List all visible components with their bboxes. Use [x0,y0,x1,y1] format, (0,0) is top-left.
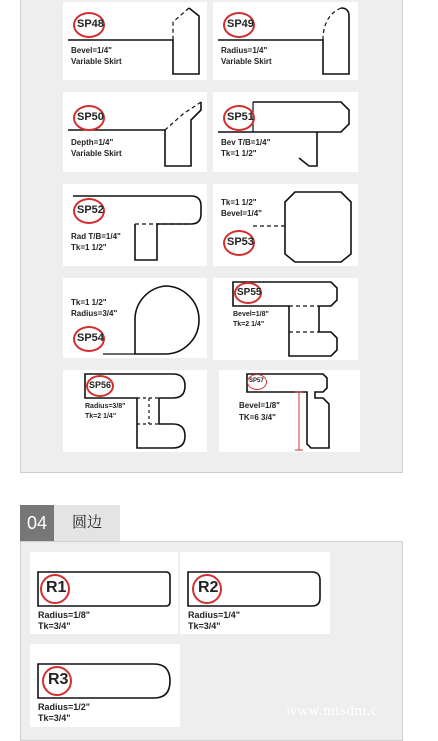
round-edge-card-r2 [180,552,330,634]
sp52-spec-line-2: Tk=1 1/2" [71,243,107,252]
sp57-code: SP57 [249,378,264,384]
r2-spec-line-1: Radius=1/4" [188,610,241,620]
sp51-profile-drawing [213,92,358,172]
sp57-spec-line-2: TK=6 3/4" [239,413,276,422]
sp55-code: SP55 [237,287,262,298]
r2-code: R2 [198,579,219,596]
round-edge-card-r3 [30,644,180,727]
sp54-spec-line-2: Radius=3/4" [71,309,118,318]
sp48-spec-line-2: Variable Skirt [71,57,122,66]
watermark-text: www.mtsdm.c [286,703,379,719]
profile-card-sp55 [213,278,358,360]
sp51-spec-line-2: Tk=1 1/2" [221,149,257,158]
sp51-code: SP51 [227,111,254,123]
sp57-profile-drawing [219,370,360,452]
sp50-spec-line-2: Variable Skirt [71,149,122,158]
profile-card-sp56 [63,370,207,452]
profile-card-sp53 [213,184,358,266]
r3-spec-line-2: Tk=3/4" [38,713,71,723]
sp54-code: SP54 [77,332,104,344]
sp51-spec-line-1: Bev T/B=1/4" [221,138,271,147]
profile-card-sp48 [63,2,207,80]
sp53-spec-line-1: Tk=1 1/2" [221,198,257,207]
profile-card-sp51 [213,92,358,172]
sp48-spec-line-1: Bevel=1/4" [71,46,112,55]
sp50-spec-line-1: Depth=1/4" [71,138,114,147]
sp52-spec-line-1: Rad T/B=1/4" [71,232,121,241]
sp53-code: SP53 [227,236,254,248]
r1-spec-line-1: Radius=1/8" [38,610,91,620]
sp50-profile-drawing [63,92,207,172]
section-title: 圆边 [54,505,120,541]
r2-spec-line-2: Tk=3/4" [188,621,221,631]
sp56-spec-line-1: Radius=3/8" [85,403,126,410]
sp55-spec-line-1: Bevel=1/8" [233,311,269,318]
r3-code: R3 [48,671,69,688]
r1-spec-line-2: Tk=3/4" [38,621,71,631]
profile-card-sp52 [63,184,207,266]
section-number: 04 [20,505,54,541]
sp50-code: SP50 [77,111,104,123]
sp53-spec-line-2: Bevel=1/4" [221,209,262,218]
profile-card-sp57 [219,370,360,452]
profile-card-sp54 [63,278,207,358]
sp49-spec-line-1: Radius=1/4" [221,46,268,55]
r1-code: R1 [46,579,67,596]
r3-spec-line-1: Radius=1/2" [38,702,91,712]
sp49-spec-line-2: Variable Skirt [221,57,272,66]
profile-card-sp50 [63,92,207,172]
sp52-profile-drawing [63,184,207,266]
sp56-spec-line-2: Tk=2 1/4" [85,413,117,420]
sp55-spec-line-2: Tk=2 1/4" [233,321,265,328]
sp56-profile-drawing [63,370,207,452]
profile-card-sp49 [213,2,358,80]
sp54-spec-line-1: Tk=1 1/2" [71,298,107,307]
sp56-code: SP56 [89,380,112,390]
round-edge-card-r1 [30,552,178,634]
sp48-code: SP48 [77,18,104,30]
sp57-spec-line-1: Bevel=1/8" [239,401,280,410]
sp52-code: SP52 [77,204,104,216]
sp49-code: SP49 [227,18,254,30]
